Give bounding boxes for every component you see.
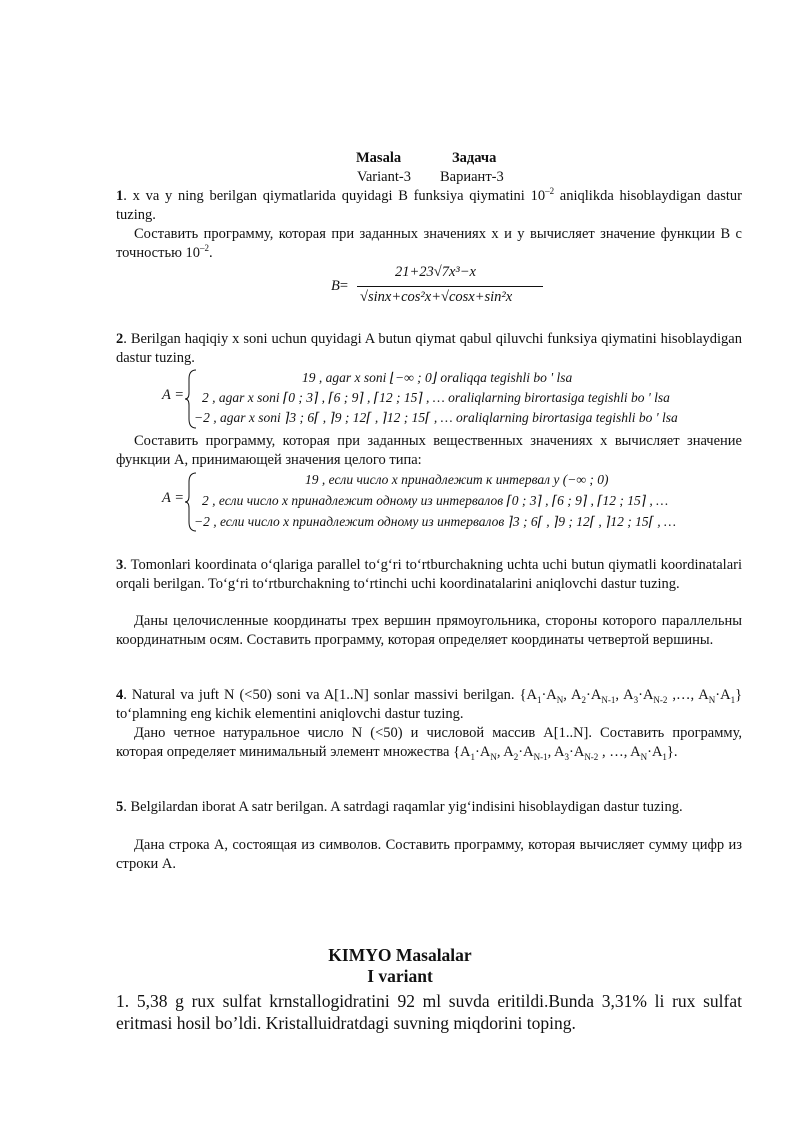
formula-b-numerator: 21+23√7x³−x xyxy=(395,264,476,280)
formula-b-denominator: √sinx+cos²x+√cosx+sin²x xyxy=(360,289,513,305)
piecewise-uz-case-2: 2 , agar x soni ⌈0 ; 3⌉ , ⌈6 ; 9⌉ , ⌈12 ; 15⌉ , … oraliqlarning birortasiga tegishli bo ' lsa xyxy=(202,390,670,405)
task-2-ru: Составить программу, которая при заданных вещественных значениях x вычисляет значение функции A, принимающей значения целого типа: xyxy=(116,433,742,468)
task-1-uz: 1. x va y ning berilgan qiymatlarida quyidagi B funksiya qiymatini $10^{-2}$ aniqlikda hisoblaydigan dastur tuzing. xyxy=(116,186,743,223)
fraction-bar xyxy=(357,286,543,287)
task-3-uz: 3. Tomonlari koordinata o‘qlariga parallel to‘g‘ri to‘rtburchakning uchta uchi butun qiymatli koordinatalari orqali berilgan. To‘g‘ri to‘rtburchakning to‘rtinchi uchi koordinatalarini aniqlovchi dastur tuzing. xyxy=(116,557,742,592)
task-2-uz: 2. Berilgan haqiqiy x soni uchun quyidagi A butun qiymat qabul qiluvchi funksiya qiymatini hisoblaydigan dastur tuzing. xyxy=(116,331,742,366)
ru-variant: Вариант-3 xyxy=(440,169,504,185)
task-3-ru: Даны целочисленные координаты трех вершин прямоугольника, стороны которого параллельны координатным осям. Составить программу, которая определяет координаты четвертой вершины. xyxy=(116,613,742,648)
piecewise-uz-case-3: −2 , agar x soni ⌉3 ; 6⌈ , ⌉9 ; 12⌈ , ⌉12 ; 15⌈ , … oraliqlarning birortasiga tegishli bo ' lsa xyxy=(194,410,678,425)
piecewise-uz-lhs: A = xyxy=(162,387,185,403)
piecewise-uz-case-1: 19 , agar x soni ⌊−∞ ; 0⌋ oraliqqa tegishli bo ' lsa xyxy=(302,370,573,385)
task-1-ru: Составить программу, которая при заданных значениях x и y вычисляет значение функции B с точностью $10^{-2}$. xyxy=(116,226,742,261)
kimyo-title: KIMYO Masalalar xyxy=(328,945,472,965)
uz-title: Masala xyxy=(356,150,402,166)
ru-title: Задача xyxy=(452,150,497,166)
piecewise-ru-case-1: 19 , если число x принадлежит к интервал y (−∞ ; 0) xyxy=(305,472,609,487)
kimyo-task-1: 1. 5,38 g rux sulfat krnstallogidratini 92 ml suvda eritildi.Bunda 3,31% li rux sulfat eritmasi hosil bo’ldi. Kristalluidratdagi suvning miqdorini toping. xyxy=(116,991,742,1033)
task-4-uz: 4. Natural va juft N (<50) soni va A[1..N] sonlar massivi berilgan. {$A_1\cdot A_N$, $A_2\cdot A_{N-1}$, $A_3\cdot A_{N-2}$ ,…, $A_N\cdot A_1$} to‘plamning eng kichik elementini aniqlovchi dastur tuzing. xyxy=(116,687,743,722)
task-4-ru: Дано четное натуральное число N (<50) и числовой массив A[1..N]. Составить программу, которая определяет минимальный элемент множества {$A_1\cdot A_N$, $A_2\cdot A_{N-1}$, $A_3\cdot A_{N-2}$ , …, $A_N\cdot A_1$}. xyxy=(116,725,742,762)
task-5-uz: 5. Belgilardan iborat A satr berilgan. A satrdagi raqamlar yig‘indisini hisoblaydigan dastur tuzing. xyxy=(116,799,683,815)
piecewise-ru-lhs: A = xyxy=(162,490,185,506)
kimyo-variant: I variant xyxy=(367,966,433,986)
uz-variant: Variant-3 xyxy=(357,169,411,185)
piecewise-ru-case-2: 2 , если число x принадлежит одному из интервалов ⌈0 ; 3⌉ , ⌈6 ; 9⌉ , ⌈12 ; 15⌉ , … xyxy=(202,493,669,508)
task-5-ru: Дана строка A, состоящая из символов. Составить программу, которая вычисляет сумму цифр из строки A. xyxy=(116,837,742,872)
piecewise-ru-case-3: −2 , если число x принадлежит одному из интервалов ⌉3 ; 6⌈ , ⌉9 ; 12⌈ , ⌉12 ; 15⌈ , … xyxy=(194,514,677,529)
formula-b-lhs: B= xyxy=(331,278,349,294)
